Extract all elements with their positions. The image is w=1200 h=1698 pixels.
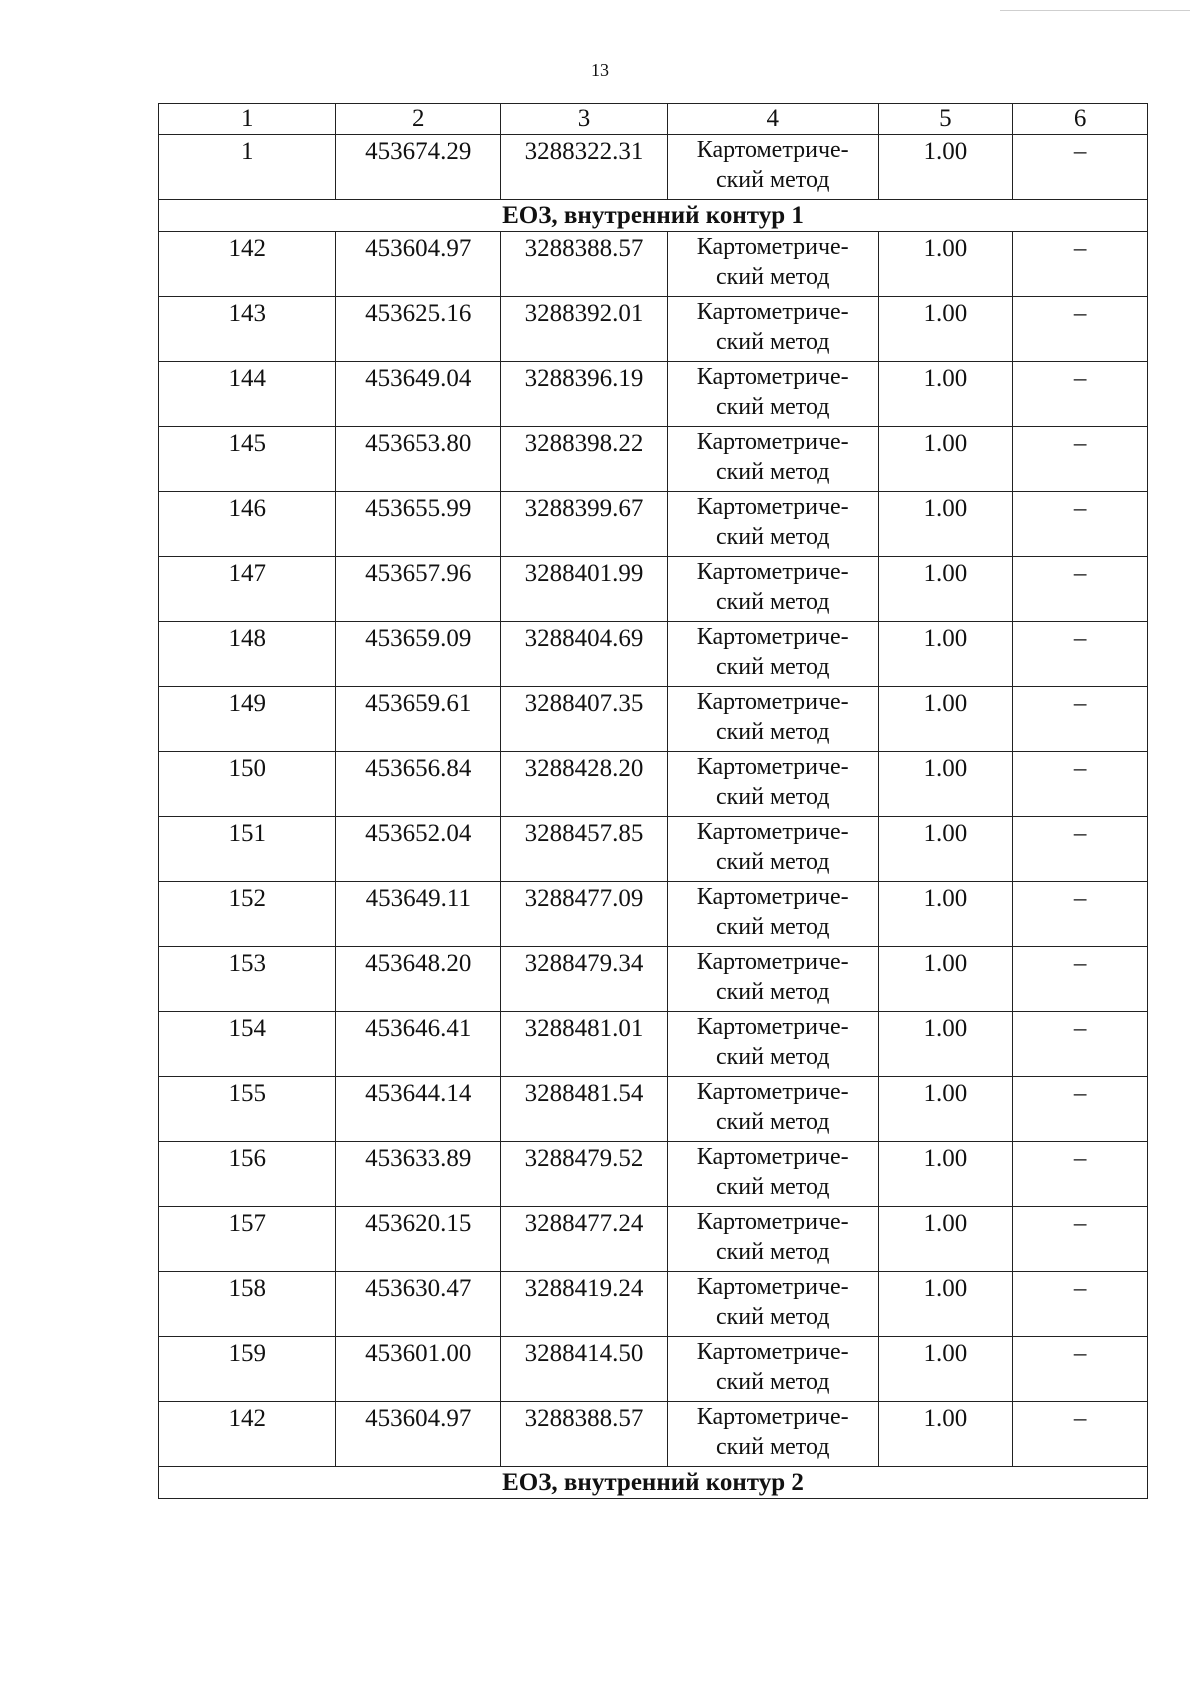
method-line-2: ский метод	[715, 979, 830, 1005]
method-cell	[667, 362, 878, 427]
section-heading: ЕОЗ, внутренний контур 1	[159, 200, 1148, 232]
table-row	[159, 687, 1148, 752]
note-value: –	[1013, 1402, 1148, 1467]
accuracy-value: 1.00	[878, 1142, 1013, 1207]
note-value: –	[1013, 362, 1148, 427]
note-value: –	[1013, 1207, 1148, 1272]
coordinate-y: 3288419.24	[501, 1272, 668, 1337]
section-heading: ЕОЗ, внутренний контур 2	[159, 1467, 1148, 1499]
method-line-1: Картометриче-	[696, 429, 849, 455]
point-number: 151	[159, 817, 336, 882]
point-number: 154	[159, 1012, 336, 1077]
method-line-1: Картометриче-	[696, 949, 849, 975]
coordinate-y: 3288477.09	[501, 882, 668, 947]
method-line-2: ский метод	[715, 329, 830, 355]
coordinate-y: 3288404.69	[501, 622, 668, 687]
note-value: –	[1013, 297, 1148, 362]
coordinate-y: 3288479.34	[501, 947, 668, 1012]
method-line-2: ский метод	[715, 589, 830, 615]
header-cell-1: 1	[159, 104, 336, 135]
method-cell	[667, 492, 878, 557]
method-cell	[667, 1142, 878, 1207]
coordinate-y: 3288399.67	[501, 492, 668, 557]
header-cell-2: 2	[336, 104, 501, 135]
method-line-1: Картометриче-	[696, 559, 849, 585]
accuracy-value: 1.00	[878, 687, 1013, 752]
method-line-1: Картометриче-	[696, 137, 849, 163]
note-value: –	[1013, 1142, 1148, 1207]
method-line-2: ский метод	[715, 1369, 830, 1395]
table-row	[159, 817, 1148, 882]
coordinate-x: 453646.41	[336, 1012, 501, 1077]
point-number: 149	[159, 687, 336, 752]
coordinate-x: 453644.14	[336, 1077, 501, 1142]
coordinate-x: 453674.29	[336, 135, 501, 200]
note-value: –	[1013, 752, 1148, 817]
method-line-1: Картометриче-	[696, 1144, 849, 1170]
note-value: –	[1013, 1272, 1148, 1337]
note-value: –	[1013, 947, 1148, 1012]
method-line-1: Картометриче-	[696, 1339, 849, 1365]
coordinate-x: 453648.20	[336, 947, 501, 1012]
header-cell-3: 3	[501, 104, 668, 135]
section-row-contour-1	[159, 200, 1148, 232]
coordinate-x: 453625.16	[336, 297, 501, 362]
note-value: –	[1013, 687, 1148, 752]
coordinate-x: 453601.00	[336, 1337, 501, 1402]
coordinate-y: 3288457.85	[501, 817, 668, 882]
table-row	[159, 1207, 1148, 1272]
method-cell	[667, 882, 878, 947]
method-cell	[667, 1012, 878, 1077]
coordinate-x: 453656.84	[336, 752, 501, 817]
method-line-1: Картометриче-	[696, 1274, 849, 1300]
point-number: 150	[159, 752, 336, 817]
coordinate-x: 453630.47	[336, 1272, 501, 1337]
table-row	[159, 557, 1148, 622]
coordinate-x: 453604.97	[336, 1402, 501, 1467]
table-row	[159, 492, 1148, 557]
table-body	[159, 104, 1148, 1499]
coordinate-x: 453633.89	[336, 1142, 501, 1207]
point-number: 145	[159, 427, 336, 492]
coordinate-x: 453659.61	[336, 687, 501, 752]
coordinate-y: 3288388.57	[501, 232, 668, 297]
accuracy-value: 1.00	[878, 882, 1013, 947]
table-row	[159, 1337, 1148, 1402]
method-cell	[667, 1272, 878, 1337]
method-line-1: Картометриче-	[696, 1014, 849, 1040]
coordinate-x: 453620.15	[336, 1207, 501, 1272]
note-value: –	[1013, 882, 1148, 947]
method-line-1: Картометриче-	[696, 234, 849, 260]
table-row	[159, 297, 1148, 362]
coordinate-x: 453649.11	[336, 882, 501, 947]
method-cell	[667, 135, 878, 200]
point-number: 155	[159, 1077, 336, 1142]
accuracy-value: 1.00	[878, 492, 1013, 557]
table-row	[159, 232, 1148, 297]
accuracy-value: 1.00	[878, 1012, 1013, 1077]
method-line-1: Картометриче-	[696, 689, 849, 715]
method-line-2: ский метод	[715, 1044, 830, 1070]
point-number: 148	[159, 622, 336, 687]
note-value: –	[1013, 557, 1148, 622]
accuracy-value: 1.00	[878, 752, 1013, 817]
method-line-1: Картометриче-	[696, 754, 849, 780]
method-line-1: Картометриче-	[696, 624, 849, 650]
point-number: 142	[159, 232, 336, 297]
accuracy-value: 1.00	[878, 622, 1013, 687]
coordinate-x: 453659.09	[336, 622, 501, 687]
coordinate-y: 3288396.19	[501, 362, 668, 427]
coordinate-y: 3288322.31	[501, 135, 668, 200]
method-line-2: ский метод	[715, 1239, 830, 1265]
accuracy-value: 1.00	[878, 817, 1013, 882]
method-line-1: Картометриче-	[696, 1404, 849, 1430]
table-row	[159, 947, 1148, 1012]
note-value: –	[1013, 817, 1148, 882]
note-value: –	[1013, 492, 1148, 557]
method-cell	[667, 752, 878, 817]
coordinate-x: 453657.96	[336, 557, 501, 622]
accuracy-value: 1.00	[878, 1272, 1013, 1337]
point-number: 147	[159, 557, 336, 622]
coordinate-y: 3288392.01	[501, 297, 668, 362]
table-row	[159, 622, 1148, 687]
coordinate-x: 453652.04	[336, 817, 501, 882]
table-row	[159, 135, 1148, 200]
table-row	[159, 752, 1148, 817]
point-number: 143	[159, 297, 336, 362]
accuracy-value: 1.00	[878, 1337, 1013, 1402]
section-row-contour-2	[159, 1467, 1148, 1499]
method-line-2: ский метод	[715, 459, 830, 485]
method-cell	[667, 1207, 878, 1272]
method-line-2: ский метод	[715, 1109, 830, 1135]
method-line-2: ский метод	[715, 849, 830, 875]
header-cell-5: 5	[878, 104, 1013, 135]
accuracy-value: 1.00	[878, 297, 1013, 362]
coordinate-x: 453653.80	[336, 427, 501, 492]
coordinate-y: 3288481.01	[501, 1012, 668, 1077]
method-line-2: ский метод	[715, 1174, 830, 1200]
method-cell	[667, 947, 878, 1012]
point-number: 1	[159, 135, 336, 200]
accuracy-value: 1.00	[878, 362, 1013, 427]
table-row	[159, 427, 1148, 492]
method-line-2: ский метод	[715, 167, 830, 193]
accuracy-value: 1.00	[878, 1207, 1013, 1272]
coordinate-x: 453655.99	[336, 492, 501, 557]
note-value: –	[1013, 1337, 1148, 1402]
method-line-1: Картометриче-	[696, 364, 849, 390]
method-line-2: ский метод	[715, 914, 830, 940]
coordinate-y: 3288479.52	[501, 1142, 668, 1207]
accuracy-value: 1.00	[878, 232, 1013, 297]
note-value: –	[1013, 1077, 1148, 1142]
method-cell	[667, 1337, 878, 1402]
accuracy-value: 1.00	[878, 947, 1013, 1012]
table-row	[159, 1142, 1148, 1207]
method-cell	[667, 1077, 878, 1142]
note-value: –	[1013, 135, 1148, 200]
table-row	[159, 1272, 1148, 1337]
method-line-1: Картометриче-	[696, 1209, 849, 1235]
method-line-1: Картометриче-	[696, 299, 849, 325]
accuracy-value: 1.00	[878, 1077, 1013, 1142]
table-row	[159, 1402, 1148, 1467]
scan-edge-mark	[1000, 10, 1190, 11]
point-number: 158	[159, 1272, 336, 1337]
method-line-2: ский метод	[715, 394, 830, 420]
coordinate-y: 3288407.35	[501, 687, 668, 752]
method-cell	[667, 1402, 878, 1467]
method-cell	[667, 622, 878, 687]
note-value: –	[1013, 427, 1148, 492]
note-value: –	[1013, 622, 1148, 687]
point-number: 152	[159, 882, 336, 947]
method-cell	[667, 557, 878, 622]
method-line-1: Картометриче-	[696, 1079, 849, 1105]
point-number: 146	[159, 492, 336, 557]
table-row	[159, 882, 1148, 947]
method-line-1: Картометриче-	[696, 819, 849, 845]
method-cell	[667, 297, 878, 362]
table-header-row	[159, 104, 1148, 135]
method-cell	[667, 817, 878, 882]
accuracy-value: 1.00	[878, 557, 1013, 622]
method-line-2: ский метод	[715, 784, 830, 810]
method-line-1: Картометриче-	[696, 884, 849, 910]
point-number: 157	[159, 1207, 336, 1272]
accuracy-value: 1.00	[878, 1402, 1013, 1467]
coordinate-y: 3288414.50	[501, 1337, 668, 1402]
point-number: 153	[159, 947, 336, 1012]
table-row	[159, 362, 1148, 427]
point-number: 142	[159, 1402, 336, 1467]
method-line-2: ский метод	[715, 1434, 830, 1460]
coordinate-x: 453604.97	[336, 232, 501, 297]
coordinate-y: 3288481.54	[501, 1077, 668, 1142]
method-line-2: ский метод	[715, 524, 830, 550]
table-row	[159, 1077, 1148, 1142]
coordinate-x: 453649.04	[336, 362, 501, 427]
table-row	[159, 1012, 1148, 1077]
method-cell	[667, 427, 878, 492]
point-number: 144	[159, 362, 336, 427]
coordinate-y: 3288401.99	[501, 557, 668, 622]
page-number: 13	[591, 60, 609, 80]
coordinates-table	[158, 103, 1148, 1499]
method-line-2: ский метод	[715, 264, 830, 290]
point-number: 156	[159, 1142, 336, 1207]
point-number: 159	[159, 1337, 336, 1402]
method-line-2: ский метод	[715, 719, 830, 745]
accuracy-value: 1.00	[878, 427, 1013, 492]
method-line-2: ский метод	[715, 654, 830, 680]
method-cell	[667, 687, 878, 752]
method-line-1: Картометриче-	[696, 494, 849, 520]
method-cell	[667, 232, 878, 297]
coordinate-y: 3288477.24	[501, 1207, 668, 1272]
header-cell-6: 6	[1013, 104, 1148, 135]
accuracy-value: 1.00	[878, 135, 1013, 200]
note-value: –	[1013, 1012, 1148, 1077]
header-cell-4: 4	[667, 104, 878, 135]
method-line-2: ский метод	[715, 1304, 830, 1330]
coordinate-y: 3288398.22	[501, 427, 668, 492]
note-value: –	[1013, 232, 1148, 297]
coordinate-y: 3288388.57	[501, 1402, 668, 1467]
coordinate-y: 3288428.20	[501, 752, 668, 817]
